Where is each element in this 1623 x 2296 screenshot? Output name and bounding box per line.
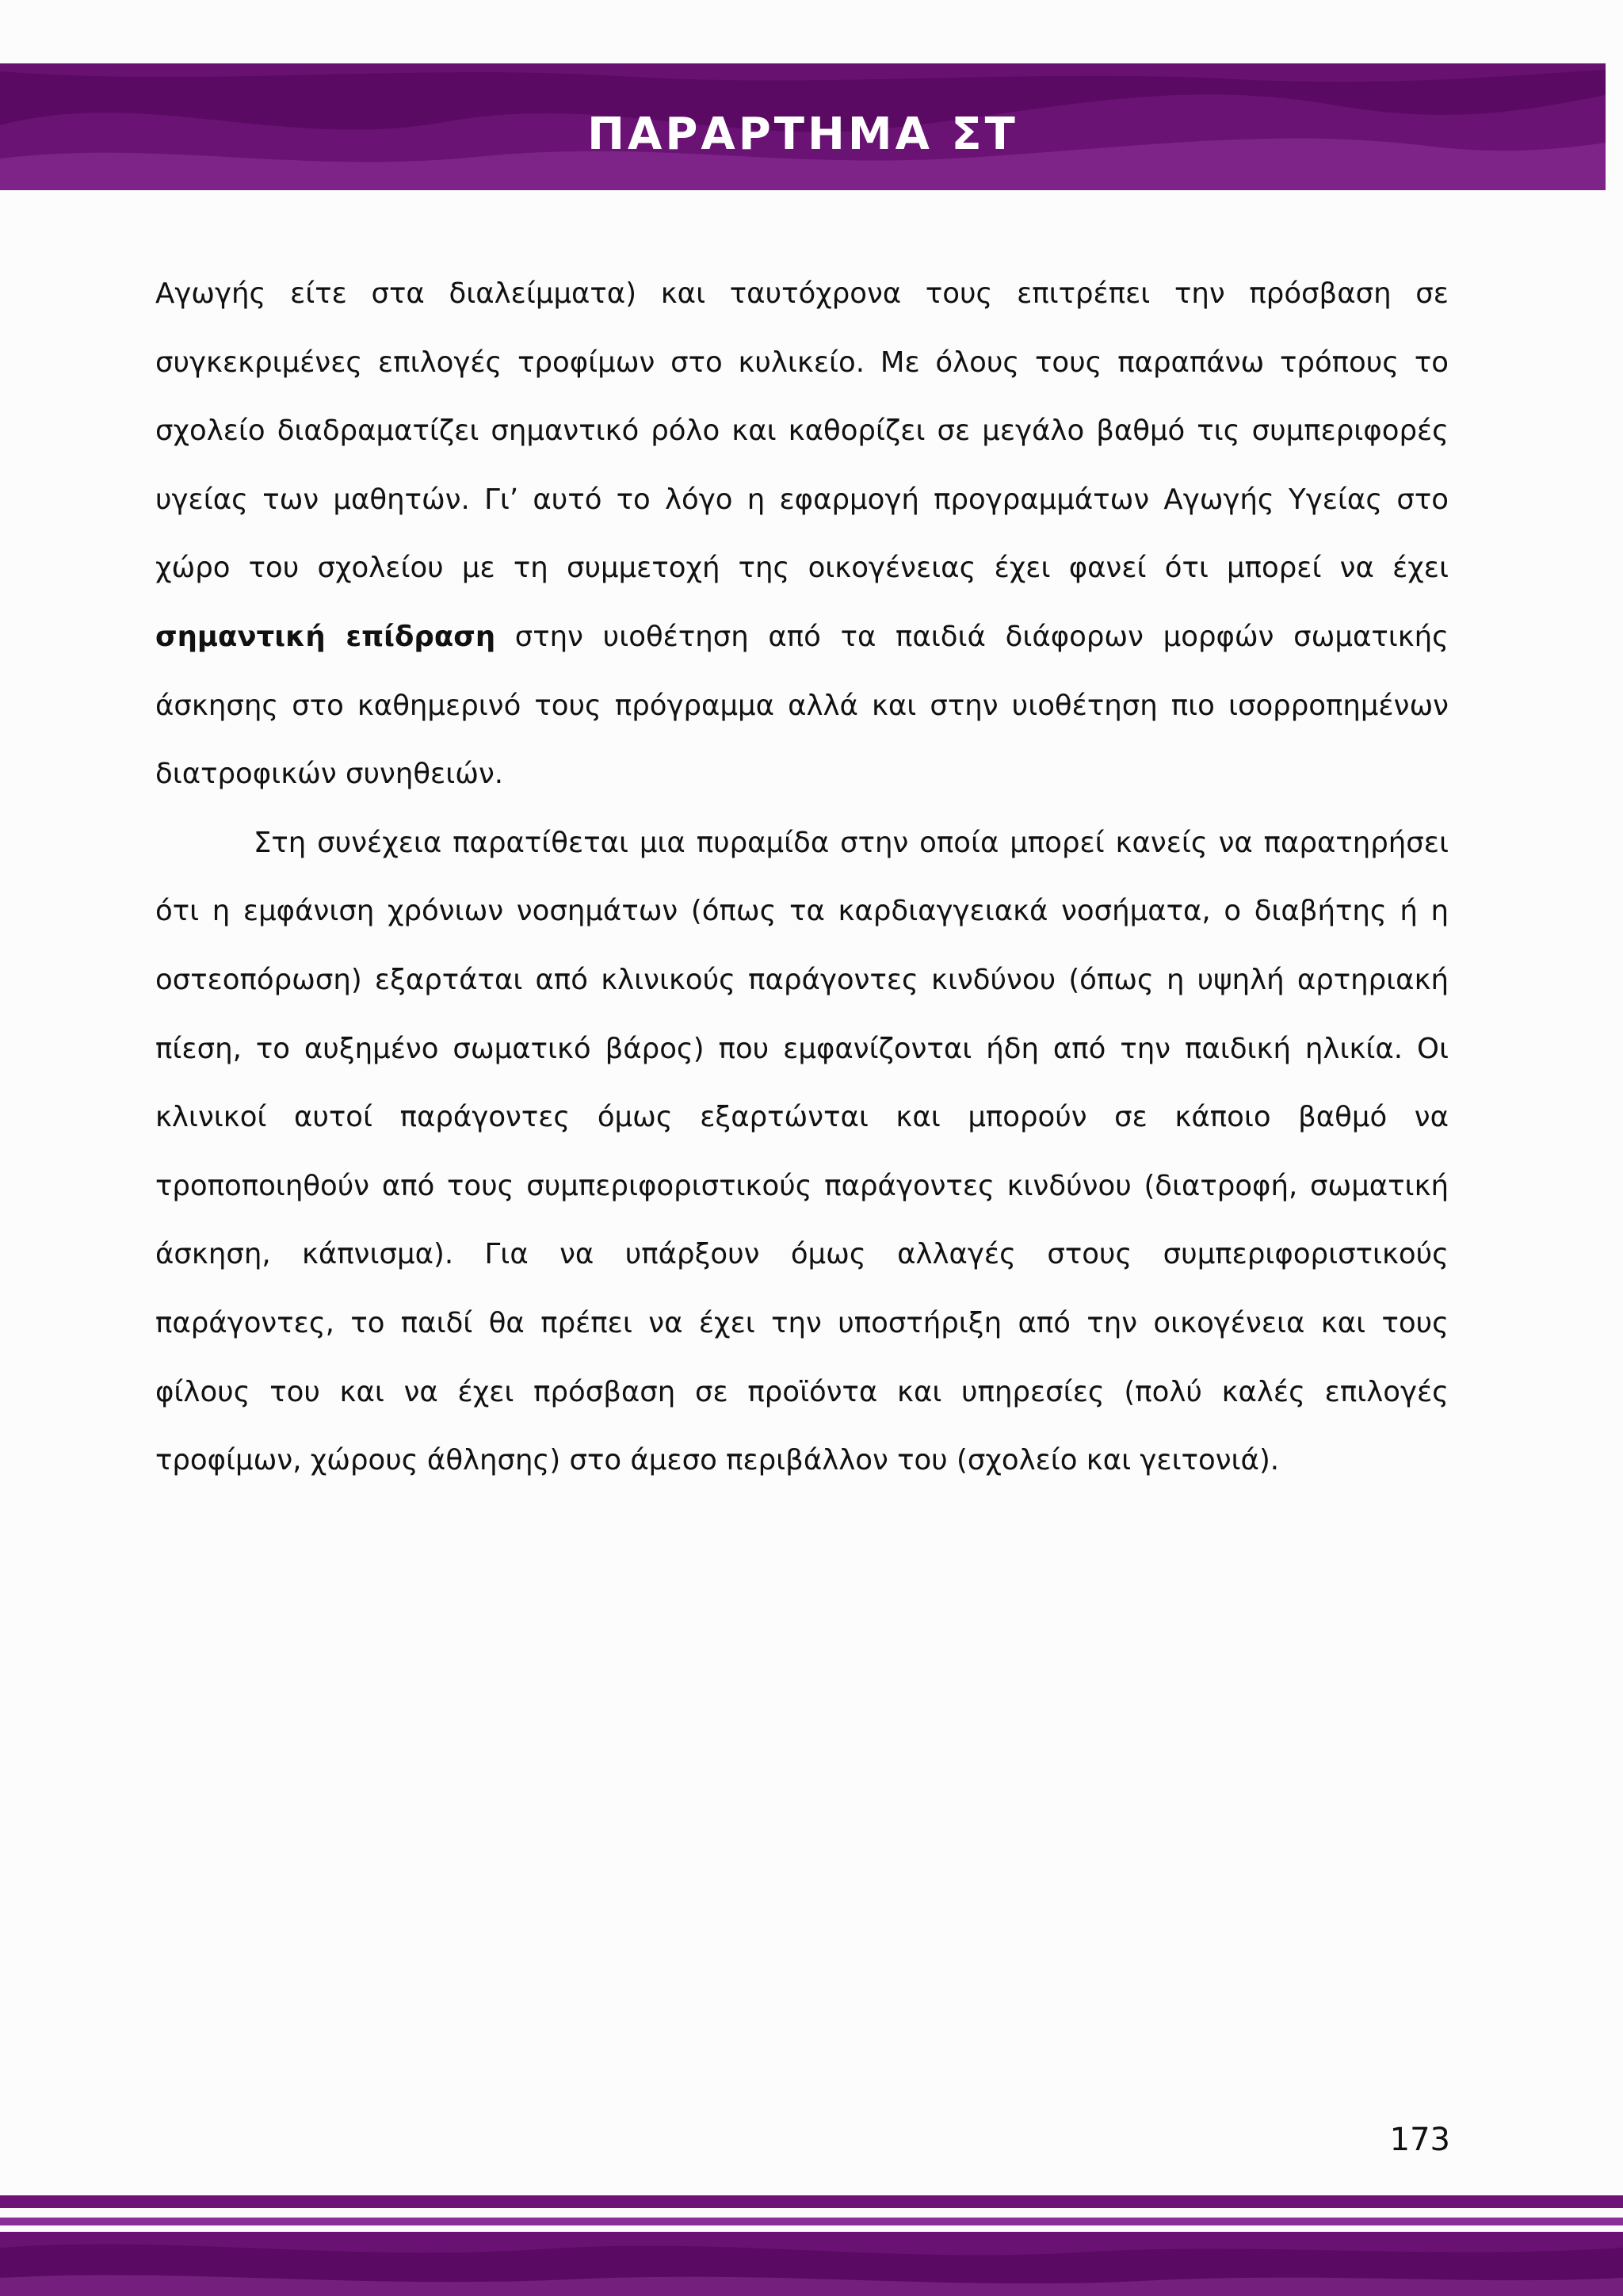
text-run: Στη συνέχεια παρατίθεται μια πυραμίδα στην οποία μπορεί κανείς να παρατηρήσει ότι η εμφάνιση χρόνιων νοσημάτων (όπως τα καρδιαγγειακά νοσήματα, ο διαβήτης ή η οστεοπόρωση) εξαρτάται από κλινικούς παράγοντες κινδύνου (όπως η υψηλή αρτηριακή πίεση, το αυξημένο σωματικό βάρος) που εμφανίζονται ήδη από την παιδική ηλικία. Οι κλινικοί αυτοί παράγοντες όμως εξαρτώνται και μπορούν σε κάποιο βαθμό να τροποποιηθούν από τους συμπεριφοριστικούς παράγοντες κινδύνου (διατροφή, σωματική άσκηση, κάπνισμα). Για να υπάρξουν όμως αλλαγές στους συμπεριφοριστικούς παράγοντες, το παιδί θα πρέπει να έχει την υποστήριξη από την οικογένεια και τους φίλους του και να έχει πρόσβαση σε προϊόντα και υπηρεσίες (πολύ καλές επιλογές τροφίμων, χώρους άθλησης) στο άμεσο περιβάλλον του (σχολείο και γειτονιά). bbox=[155, 826, 1449, 1477]
page-number: 173 bbox=[1389, 2122, 1450, 2158]
page-title: ΠΑΡΑΡΤΗΜΑ ΣΤ bbox=[587, 108, 1018, 160]
emphasis-run: σημαντική επίδραση bbox=[155, 620, 496, 653]
text-run: Αγωγής είτε στα διαλείμματα) και ταυτόχρονα τους επιτρέπει την πρόσβαση σε συγκεκριμένες επιλογές τροφίμων στο κυλικείο. Με όλους τους παραπάνω τρόπους το σχολείο διαδραματίζει σημαντικό ρόλο και καθορίζει σε μεγάλο βαθμό τις συμπεριφορές υγείας των μαθητών. Γι’ αυτό το λόγο η εφαρμογή προγραμμάτων Αγωγής Υγείας στο χώρο του σχολείου με τη συμμετοχή της οικογένειας έχει φανεί ότι μπορεί να έχει bbox=[155, 277, 1449, 585]
footer-band bbox=[0, 2195, 1623, 2296]
footer-stripes-decoration bbox=[0, 2195, 1623, 2296]
paragraph bbox=[155, 260, 1449, 809]
header-band bbox=[0, 63, 1606, 190]
text-run: στην υιοθέτηση από τα παιδιά διάφορων μορφών σωματικής άσκησης στο καθημερινό τους πρόγραμμα αλλά και στην υιοθέτηση πιο ισορροπημένων διατροφικών συνηθειών. bbox=[155, 620, 1449, 791]
body-text bbox=[155, 260, 1449, 1496]
paragraph bbox=[155, 809, 1449, 1496]
